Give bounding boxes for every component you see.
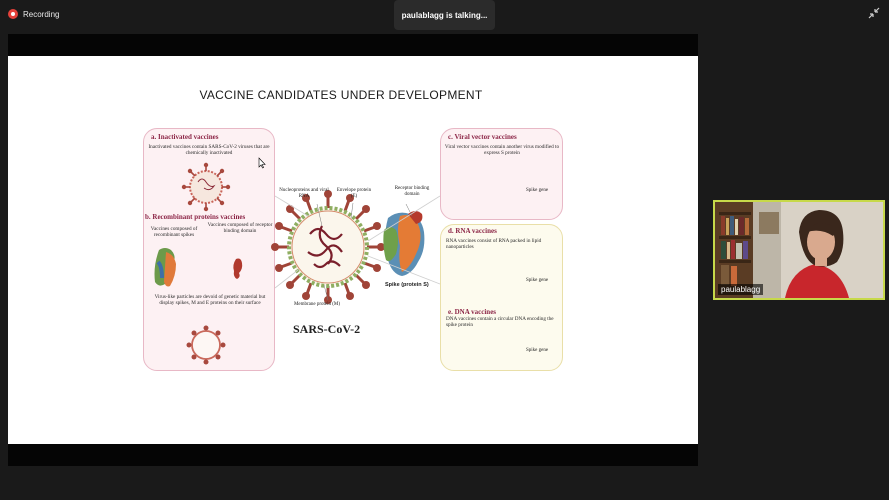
presentation-slide <box>8 56 698 444</box>
viral-vector-gene-label: Spike gene <box>526 188 549 193</box>
exit-fullscreen-icon[interactable] <box>867 6 881 20</box>
spike-protein-icon <box>383 211 424 276</box>
recording-label: Recording <box>23 9 60 19</box>
dna-gene-label: Spike gene <box>526 348 549 353</box>
viral-vector-heading: c. Viral vector vaccines <box>448 133 517 141</box>
cursor-icon <box>259 158 265 168</box>
participant-video-tile[interactable] <box>713 200 885 300</box>
recombinant-left-text: Vaccines composed of recombinant spikes <box>150 226 198 239</box>
slide-illustrations <box>8 56 698 444</box>
active-speaker-text: paulablagg is talking... <box>401 10 488 20</box>
spike-label: Spike (protein S) <box>385 282 429 288</box>
rna-gene-label: Spike gene <box>526 278 549 283</box>
active-speaker-banner <box>394 0 495 30</box>
recombinant-heading: b. Recombinant proteins vaccines <box>145 213 246 221</box>
inactivated-heading: a. Inactivated vaccines <box>151 133 219 141</box>
virus-name: SARS-CoV-2 <box>293 322 361 336</box>
vlp-text: Virus-like particles are devoid of genetic material but display spikes, M and E proteins on their surface <box>154 294 266 307</box>
record-icon <box>8 9 18 19</box>
viral-vector-panel <box>440 128 563 220</box>
envelope-label: Envelope protein (E) <box>336 188 372 199</box>
slide-title: VACCINE CANDIDATES UNDER DEVELOPMENT <box>199 88 483 102</box>
virus-like-particle-icon <box>187 326 226 365</box>
dna-text: DNA vaccines contain a circular DNA encoding the spike protein <box>446 316 554 329</box>
viral-vector-text: Viral vector vaccines contain another virus modified to express S protein <box>444 144 560 157</box>
rna-heading: d. RNA vaccines <box>448 227 497 235</box>
membrane-label: Membrane protein (M) <box>293 302 341 307</box>
dna-heading: e. DNA vaccines <box>448 308 497 316</box>
participant-name: paulablagg <box>718 284 763 295</box>
receptor-label: Receptor binding domain <box>394 186 430 197</box>
inactivated-text: Inactivated vaccines contain SARS-CoV-2 viruses that are chemically inactivated <box>148 144 270 157</box>
recording-indicator[interactable] <box>8 7 59 21</box>
nucleoproteins-label: Nucleoproteins and viral RNA <box>279 188 329 199</box>
sars-cov-2-virion <box>271 190 385 304</box>
rbd-icon <box>233 259 242 280</box>
inactivated-virus-icon <box>182 163 230 211</box>
recombinant-right-text: Vaccines composed of receptor binding domain <box>207 222 273 235</box>
recombinant-spike-icon <box>155 248 177 287</box>
rna-text: RNA vaccines consist of RNA packed in lipid nanoparticles <box>446 238 542 251</box>
